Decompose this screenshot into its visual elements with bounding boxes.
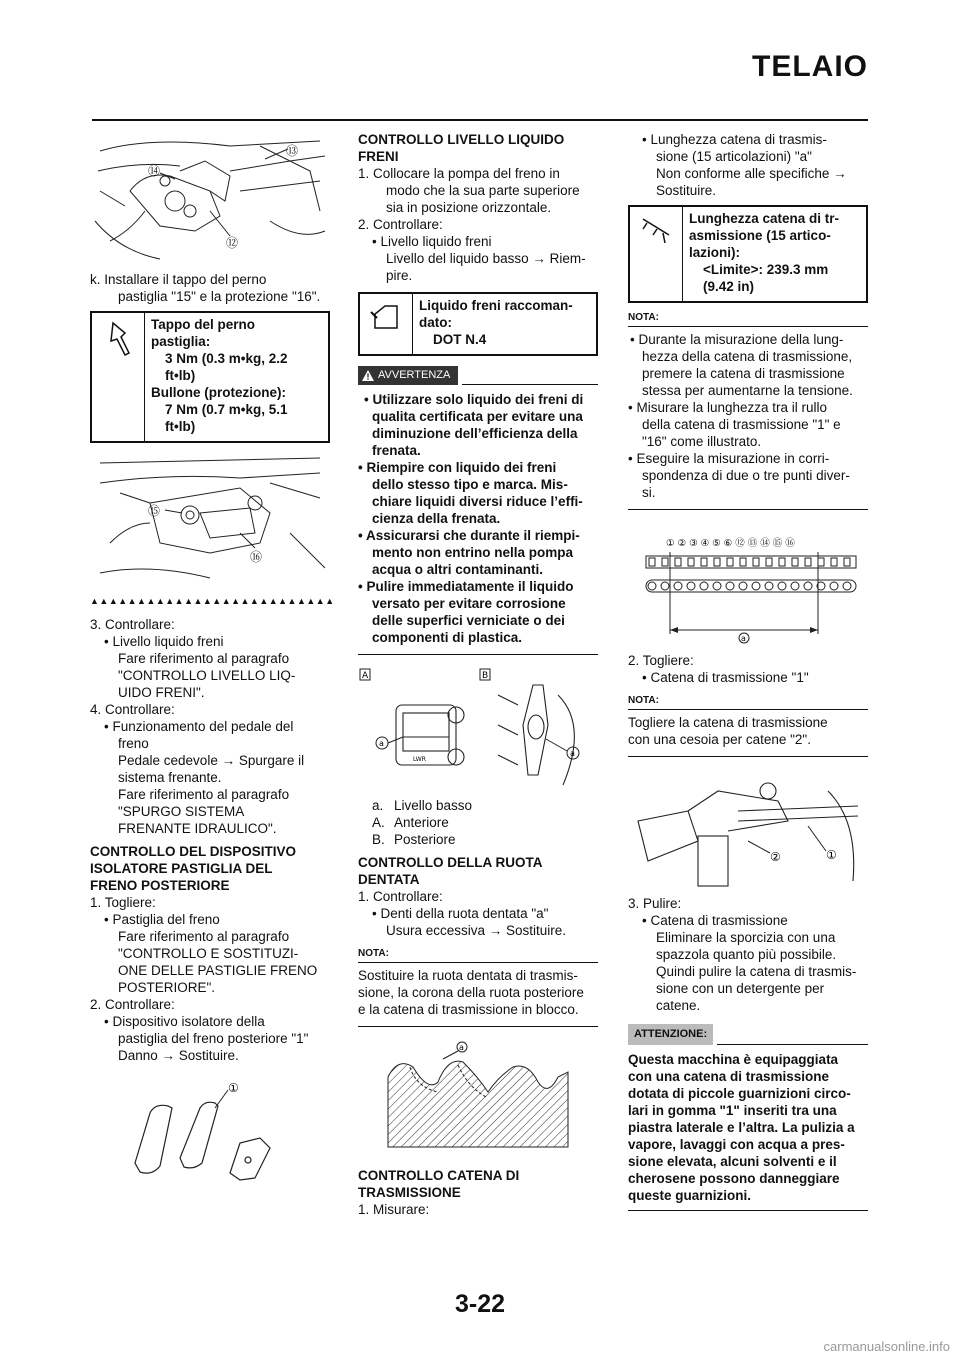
text-line: chiare liquidi diversi riduce l’effi- [372, 494, 583, 509]
text-line: diminuzione dell’efficienza della [372, 426, 578, 441]
section-heading: TRASMISSIONE [358, 1185, 461, 1200]
text-line: con una cesoia per catene "2". [628, 732, 811, 747]
chain-roller [739, 582, 747, 590]
section-heading: DENTATA [358, 872, 420, 887]
caution-text [628, 1051, 868, 1204]
chain-link-numbers: ① ② ③ ④ ⑤ ⑥ ⑫ ⑬ ⑭ ⑮ ⑯ [666, 538, 795, 549]
text-line: sione elevata, alcuni solventi e il [628, 1154, 837, 1169]
text-line: 1. Togliere: [90, 895, 156, 910]
chain-plate [675, 558, 681, 566]
warning-triangle-icon [362, 370, 374, 381]
note-header [628, 692, 868, 710]
text-line: dotata di piccole guarnizioni circo- [628, 1086, 851, 1101]
callout-1: ① [826, 848, 837, 862]
text-line: 1. Collocare la pompa del freno in [358, 166, 560, 181]
column-2 [358, 131, 598, 1218]
chain-roller [843, 582, 851, 590]
text-line: della catena di trasmissione "1" e [642, 417, 841, 432]
text-line: • Assicurarsi che durante il riempi- [358, 528, 580, 543]
text-line: hezza della catena di trasmissione, [642, 349, 853, 364]
spec-title: asmissione (15 artico- [689, 228, 831, 243]
text-line: piastra laterale e l’altra. La pulizia a [628, 1120, 855, 1135]
chain-roller [661, 582, 669, 590]
caliper-gauge-icon [630, 207, 683, 301]
spec-title: dato: [419, 315, 452, 330]
reservoir-figure [358, 665, 598, 797]
legend-text: Anteriore [394, 815, 449, 830]
text-line: qualita certificata per evitare una [372, 409, 583, 424]
legend-key: B. [372, 832, 385, 847]
text-line: Usura eccessiva → Sostituire. [386, 923, 567, 938]
brake-pads-illustration [90, 1078, 330, 1188]
spec-value: 3 Nm (0.3 m•kg, 2.2 [165, 351, 288, 366]
warning-label: AVVERTENZA [378, 369, 451, 381]
text-line: Fare riferimento al paragrafo [118, 929, 290, 944]
text-line: • Livello liquido freni [104, 634, 224, 649]
chain-cutter-figure [628, 771, 868, 889]
chain-roller [700, 582, 708, 590]
chain-roller [648, 582, 656, 590]
text-line: pastiglia del freno posteriore "1" [118, 1031, 309, 1046]
chain-measurement-illustration [628, 534, 868, 644]
warning-badge [358, 366, 458, 385]
text-line: premere la catena di trasmissione [642, 366, 845, 381]
sprocket-tooth-illustration [358, 1037, 598, 1157]
text-line: • Dispositivo isolatore della [104, 1014, 265, 1029]
spec-title: Bullone (protezione): [151, 385, 286, 400]
chain-roller [687, 582, 695, 590]
text-line: Sostituire. [656, 183, 717, 198]
text-line: versato per evitare corrosione [372, 596, 566, 611]
legend-item [358, 831, 598, 848]
text-line: • Durante la misurazione della lung- [630, 332, 844, 347]
brake-pads-figure [90, 1078, 330, 1188]
text-line: • Pastiglia del freno [104, 912, 220, 927]
chain-plate [740, 558, 746, 566]
text-line: vapore, lavaggi con acqua a pres- [628, 1137, 845, 1152]
text-line: spondenza di due o tre punti diver- [642, 468, 850, 483]
chain-plate [649, 558, 655, 566]
note-label: NOTA: [628, 312, 659, 323]
section-heading: FRENO POSTERIORE [90, 878, 230, 893]
legend-text: Livello basso [394, 798, 473, 813]
legend-key: A. [372, 815, 385, 830]
text-line: "CONTROLLO E SOSTITUZI- [118, 946, 299, 961]
callout-15: ⑮ [148, 504, 161, 518]
text-line: Quindi pulire la catena di trasmis- [656, 964, 857, 979]
step-k-line1: k. Installare il tappo del perno [90, 272, 267, 287]
text-line: sistema frenante. [118, 770, 222, 785]
label-B: B [482, 671, 489, 681]
text-line: "16" come illustrato. [642, 434, 762, 449]
text-line: stessa per aumentarne la tensione. [642, 383, 853, 398]
page-number: 3-22 [454, 1290, 506, 1318]
note-label: NOTA: [628, 695, 659, 706]
text-line: • Lunghezza catena di trasmis- [642, 132, 827, 147]
column-1 [90, 131, 335, 1188]
chain-plate [766, 558, 772, 566]
text-line: modo che la sua parte superiore [386, 183, 580, 198]
text-line: dello stesso tipo e marca. Mis- [372, 477, 568, 492]
warning-header [358, 366, 598, 385]
text-line: sia in posizione orizzontale. [386, 200, 552, 215]
chain-length-figure [628, 534, 868, 644]
chain-roller [674, 582, 682, 590]
text-line: e la catena di trasmissione in blocco. [358, 1002, 579, 1017]
torque-wrench-icon [92, 313, 145, 441]
caliper-illustration [90, 131, 330, 263]
chain-roller [791, 582, 799, 590]
spec-value: ft•lb) [165, 419, 196, 434]
caliper-figure [90, 131, 330, 263]
column-3 [628, 131, 868, 1221]
text-line: • Denti della ruota dentata "a" [372, 906, 549, 921]
text-line: Danno → Sostituire. [118, 1048, 239, 1063]
brake-fluid-spec-box [358, 292, 598, 356]
chain-roller [765, 582, 773, 590]
label-A: A [362, 671, 369, 681]
chain-roller [726, 582, 734, 590]
text-line: freno [118, 736, 149, 751]
text-line: "CONTROLLO LIVELLO LIQ- [118, 668, 296, 683]
chain-plate [818, 558, 824, 566]
text-line: queste guarnizioni. [628, 1188, 752, 1203]
text-line: pire. [386, 268, 413, 283]
text-line: Fare riferimento al paragrafo [118, 787, 290, 802]
chain-plate [805, 558, 811, 566]
text-line: con una catena di trasmissione [628, 1069, 830, 1084]
text-line: mento non entrino nella pompa [372, 545, 574, 560]
text-line: • Utilizzare solo liquido dei freni di [364, 392, 584, 407]
step-k-line2: pastiglia "15" e la protezione "16". [118, 289, 321, 304]
text-line: lari in gomma "1" inseriti tra una [628, 1103, 837, 1118]
page-title: TELAIO [752, 50, 868, 83]
text-line: 4. Controllare: [90, 702, 175, 717]
callout-14: ⑭ [148, 164, 161, 178]
label-a: a [741, 634, 746, 643]
text-line: 3. Controllare: [90, 617, 175, 632]
guard-figure [90, 453, 330, 583]
section-heading: CONTROLLO CATENA DI [358, 1168, 520, 1183]
chain-plate [662, 558, 668, 566]
section-heading: ISOLATORE PASTIGLIA DEL [90, 861, 273, 876]
note-header [358, 945, 598, 963]
legend-key: a. [372, 798, 384, 813]
callout-16: ⑯ [250, 550, 263, 564]
text-line: • Livello liquido freni [372, 234, 492, 249]
chain-plate [844, 558, 850, 566]
chain-plate [779, 558, 785, 566]
text-line: ONE DELLE PASTIGLIE FRENO [118, 963, 318, 978]
spec-title: lazioni): [689, 245, 740, 260]
text-line: • Funzionamento del pedale del [104, 719, 294, 734]
legend-text: Posteriore [394, 832, 456, 847]
text-line: • Riempire con liquido dei freni [358, 460, 557, 475]
text-line: sione, la corona della ruota posteriore [358, 985, 584, 1000]
legend-item [358, 797, 598, 814]
torque-spec-box [90, 311, 330, 443]
chain-plate [831, 558, 837, 566]
spec-value: (9.42 in) [703, 279, 755, 294]
label-a-front: a [379, 739, 384, 748]
text-line: Sostituire la ruota dentata di trasmis- [358, 968, 578, 983]
text-line: Togliere la catena di trasmissione [628, 715, 828, 730]
end-of-procedure-marker: ▲▲▲▲▲▲▲▲▲▲▲▲▲▲▲▲▲▲▲▲▲▲▲▲▲▲ [90, 596, 335, 606]
caution-label: ATTENZIONE: [628, 1024, 713, 1045]
text-line: sione (15 articolazioni) "a" [656, 149, 812, 164]
text-line: delle superfici verniciate o dei [372, 613, 565, 628]
text-line: componenti di plastica. [372, 630, 523, 645]
callout-1: ① [228, 1081, 239, 1095]
fluid-drop-icon [360, 294, 413, 354]
text-line: Non conforme alle specifiche → [656, 166, 847, 181]
spec-value: 7 Nm (0.7 m•kg, 5.1 [165, 402, 288, 417]
note-label: NOTA: [358, 948, 389, 959]
text-line: catene. [656, 998, 701, 1013]
text-line: 1. Controllare: [358, 889, 443, 904]
chain-plate [714, 558, 720, 566]
chain-plate [792, 558, 798, 566]
section-heading: CONTROLLO LIVELLO LIQUIDO [358, 132, 565, 147]
text-line: acqua o altri contaminanti. [372, 562, 544, 577]
text-line: POSTERIORE". [118, 980, 216, 995]
chain-plate [753, 558, 759, 566]
callout-12: ⑫ [226, 236, 239, 250]
text-line: 2. Controllare: [90, 997, 175, 1012]
spec-title: Liquido freni raccoman- [419, 298, 573, 313]
text-line: cienza della frenata. [372, 511, 501, 526]
watermark: carmanualsonline.info [823, 1339, 950, 1354]
reservoir-illustration [358, 665, 598, 797]
section-heading: CONTROLLO DEL DISPOSITIVO [90, 844, 297, 859]
chain-roller [778, 582, 786, 590]
spec-title: Lunghezza catena di tr- [689, 211, 840, 226]
text-line: FRENANTE IDRAULICO". [118, 821, 277, 836]
spec-title: Tappo del perno [151, 317, 255, 332]
text-line: sione con un detergente per [656, 981, 825, 996]
text-line: • Eseguire la misurazione in corri- [628, 451, 830, 466]
text-line: 2. Controllare: [358, 217, 443, 232]
text-line: Livello del liquido basso → Riem- [386, 251, 586, 266]
text-line: Eliminare la sporcizia con una [656, 930, 836, 945]
text-line: spazzola quanto più possibile. [656, 947, 837, 962]
label-a-rear: a [570, 749, 575, 758]
text-line: si. [642, 485, 656, 500]
chain-roller [752, 582, 760, 590]
chain-cutter-illustration [628, 771, 868, 889]
legend-item [358, 814, 598, 831]
chain-roller [804, 582, 812, 590]
section-heading: CONTROLLO DELLA RUOTA [358, 855, 543, 870]
text-line: 1. Misurare: [358, 1202, 430, 1217]
spec-value: <Limite>: 239.3 mm [703, 262, 829, 277]
note-header [628, 309, 868, 327]
header-rule [92, 119, 868, 121]
text-line: frenata. [372, 443, 421, 458]
lwr-mark: LWR [413, 756, 426, 763]
text-line: • Catena di trasmissione [642, 913, 788, 928]
text-line: "SPURGO SISTEMA [118, 804, 245, 819]
text-line: • Catena di trasmissione "1" [642, 670, 809, 685]
callout-13: ⑬ [286, 144, 299, 158]
spec-value: DOT N.4 [433, 332, 487, 347]
label-a: a [459, 1043, 464, 1052]
text-line: UIDO FRENI". [118, 685, 205, 700]
text-line: Fare riferimento al paragrafo [118, 651, 290, 666]
chain-roller [713, 582, 721, 590]
spec-value: ft•lb) [165, 368, 196, 383]
caution-header [628, 1024, 868, 1045]
section-heading: FRENI [358, 149, 399, 164]
chain-plate [688, 558, 694, 566]
warning-text [358, 391, 598, 646]
chain-plate [727, 558, 733, 566]
callout-2: ② [770, 850, 781, 864]
text-line: • Pulire immediatamente il liquido [358, 579, 574, 594]
chain-roller [830, 582, 838, 590]
text-line: 3. Pulire: [628, 896, 682, 911]
guard-illustration [90, 453, 330, 583]
chain-length-spec-box [628, 205, 868, 303]
text-line: cherosene possono danneggiare [628, 1171, 840, 1186]
text-line: Pedale cedevole → Spurgare il [118, 753, 305, 768]
text-line: Questa macchina è equipaggiata [628, 1052, 839, 1067]
spec-title: pastiglia: [151, 334, 211, 349]
chain-plate [701, 558, 707, 566]
text-line: 2. Togliere: [628, 653, 694, 668]
sprocket-figure [358, 1037, 598, 1157]
text-line: • Misurare la lunghezza tra il rullo [628, 400, 828, 415]
